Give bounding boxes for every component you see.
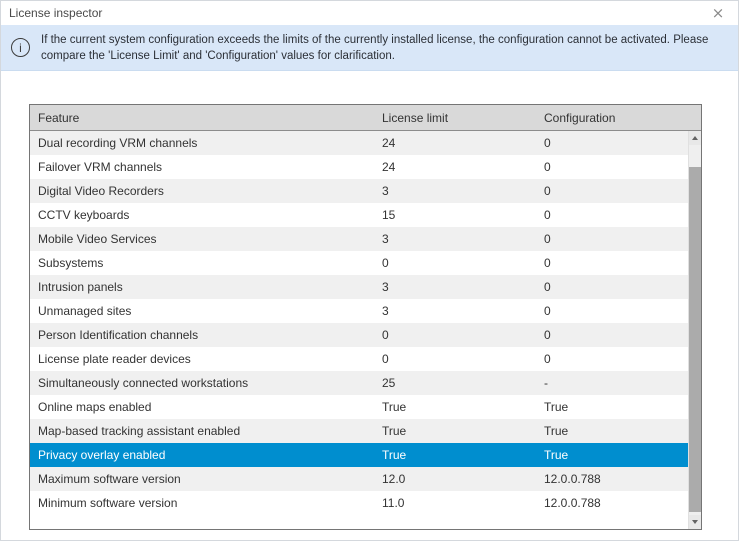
cell-feature: Dual recording VRM channels xyxy=(38,136,198,150)
cell-config: 0 xyxy=(544,160,551,174)
cell-limit: 0 xyxy=(382,256,389,270)
scrollbar-thumb[interactable] xyxy=(689,167,701,512)
cell-limit: 11.0 xyxy=(382,496,405,510)
cell-config: 12.0.0.788 xyxy=(544,496,601,510)
cell-config: - xyxy=(544,376,548,390)
cell-feature: CCTV keyboards xyxy=(38,208,130,222)
title-bar xyxy=(1,1,738,25)
column-header-configuration[interactable]: Configuration xyxy=(544,110,616,125)
cell-limit: 3 xyxy=(382,184,389,198)
window-title: License inspector xyxy=(9,6,103,20)
cell-config: 0 xyxy=(544,232,551,246)
table-row[interactable] xyxy=(30,371,688,395)
cell-limit: 25 xyxy=(382,376,396,390)
cell-limit: 0 xyxy=(382,352,389,366)
column-header-license-limit[interactable]: License limit xyxy=(382,110,449,125)
table-row[interactable] xyxy=(30,419,688,443)
info-icon xyxy=(11,38,30,57)
table-row[interactable] xyxy=(30,491,688,515)
cell-limit: True xyxy=(382,424,407,438)
cell-feature: Minimum software version xyxy=(38,496,178,510)
cell-config: 0 xyxy=(544,304,551,318)
table-row[interactable] xyxy=(30,203,688,227)
cell-config: 12.0.0.788 xyxy=(544,472,601,486)
cell-feature: Online maps enabled xyxy=(38,400,152,414)
cell-feature: Simultaneously connected workstations xyxy=(38,376,249,390)
cell-feature: Mobile Video Services xyxy=(38,232,157,246)
cell-limit: True xyxy=(382,400,407,414)
cell-feature: Intrusion panels xyxy=(38,280,123,294)
table-row[interactable] xyxy=(30,467,688,491)
info-icon-glyph: i xyxy=(19,40,22,55)
cell-limit: 15 xyxy=(382,208,396,222)
cell-config: True xyxy=(544,400,569,414)
cell-limit: 3 xyxy=(382,232,389,246)
vertical-scrollbar[interactable] xyxy=(688,131,701,529)
cell-config: 0 xyxy=(544,352,551,366)
cell-limit: 3 xyxy=(382,280,389,294)
cell-feature: Failover VRM channels xyxy=(38,160,163,174)
cell-feature: Person Identification channels xyxy=(38,328,199,342)
table-row[interactable] xyxy=(30,443,688,467)
scroll-down-icon xyxy=(692,520,698,524)
cell-feature: Map-based tracking assistant enabled xyxy=(38,424,241,438)
cell-config: True xyxy=(544,448,569,462)
cell-feature: Digital Video Recorders xyxy=(38,184,164,198)
table-row[interactable] xyxy=(30,179,688,203)
cell-config: 0 xyxy=(544,328,551,342)
table-row[interactable] xyxy=(30,323,688,347)
cell-config: 0 xyxy=(544,256,551,270)
cell-limit: 24 xyxy=(382,136,396,150)
cell-config: True xyxy=(544,424,569,438)
cell-config: 0 xyxy=(544,208,551,222)
license-table xyxy=(29,104,702,530)
cell-limit: 24 xyxy=(382,160,396,174)
table-row[interactable] xyxy=(30,251,688,275)
cell-feature: Maximum software version xyxy=(38,472,181,486)
scroll-up-button[interactable] xyxy=(689,131,701,145)
close-icon: × xyxy=(711,4,725,22)
cell-config: 0 xyxy=(544,136,551,150)
cell-feature: License plate reader devices xyxy=(38,352,191,366)
cell-feature: Subsystems xyxy=(38,256,104,270)
table-row[interactable] xyxy=(30,227,688,251)
table-row[interactable] xyxy=(30,299,688,323)
cell-config: 0 xyxy=(544,280,551,294)
scroll-down-button[interactable] xyxy=(689,515,701,529)
cell-feature: Privacy overlay enabled xyxy=(38,448,166,462)
table-row[interactable] xyxy=(30,275,688,299)
table-row[interactable] xyxy=(30,155,688,179)
cell-feature: Unmanaged sites xyxy=(38,304,132,318)
info-banner-text: If the current system configuration exceeds the limits of the currently installed license, the configuration cannot be activated. Please compare the 'License Limit' and 'Configuration' values for clarification. xyxy=(41,33,709,62)
cell-limit: 0 xyxy=(382,328,389,342)
table-header xyxy=(30,105,701,131)
table-body xyxy=(30,131,688,515)
cell-limit: 3 xyxy=(382,304,389,318)
cell-limit: 12.0 xyxy=(382,472,406,486)
table-row[interactable] xyxy=(30,347,688,371)
cell-limit: True xyxy=(382,448,407,462)
cell-config: 0 xyxy=(544,184,551,198)
column-header-feature[interactable]: Feature xyxy=(38,110,80,125)
table-row[interactable] xyxy=(30,131,688,155)
close-button[interactable] xyxy=(708,3,728,23)
info-banner xyxy=(1,25,739,71)
scroll-up-icon xyxy=(692,136,698,140)
table-row[interactable] xyxy=(30,395,688,419)
